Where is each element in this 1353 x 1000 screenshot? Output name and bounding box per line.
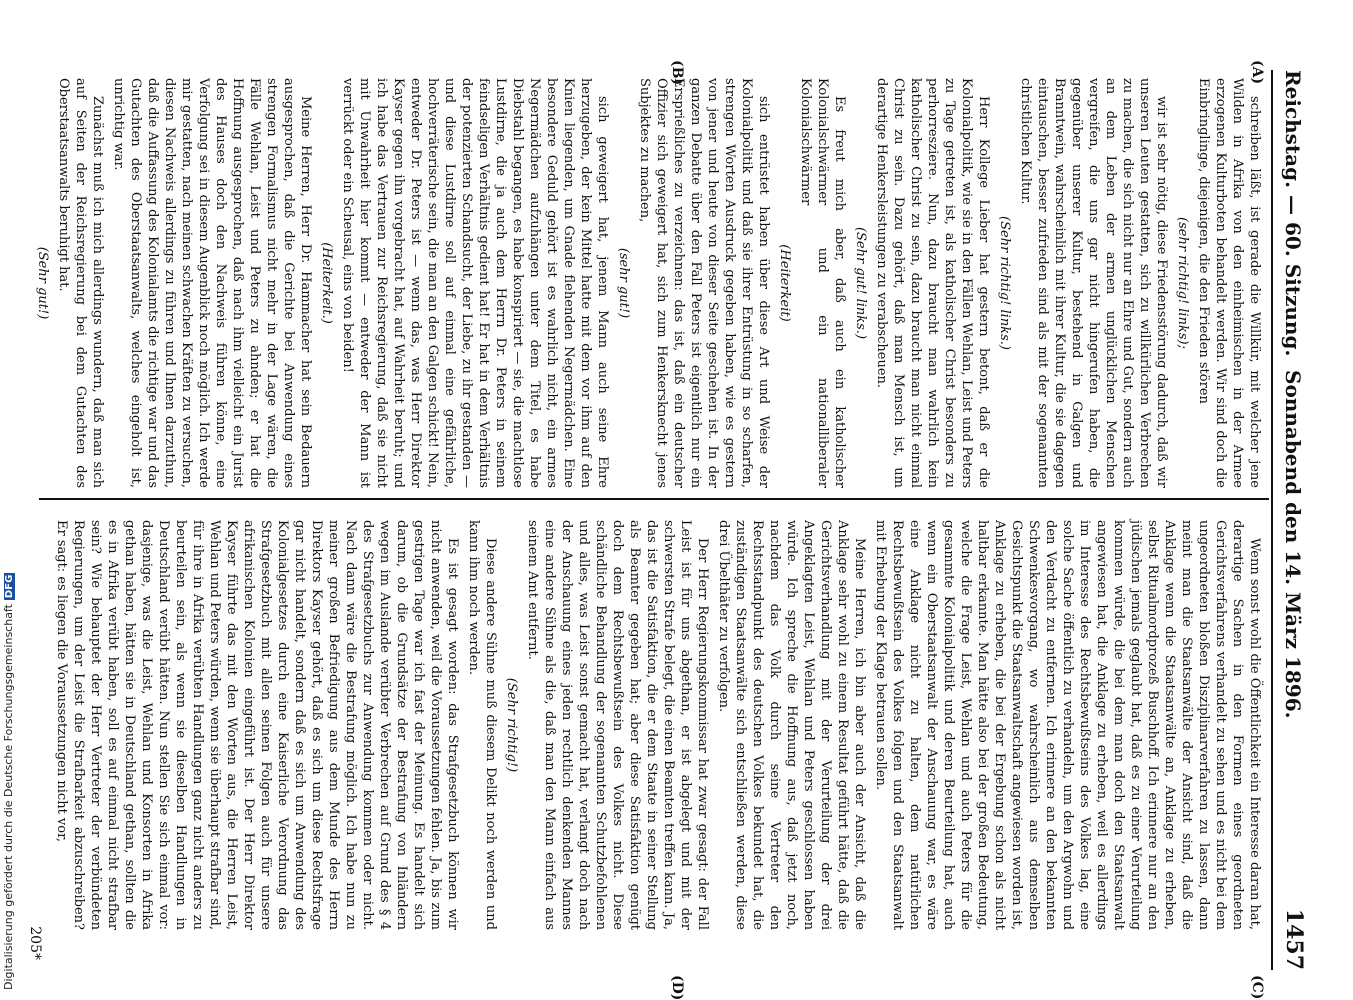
left-column	[30, 78, 1263, 488]
paragraph: schreiben läßt, ist gerade die Willkür, mit welcher jene Wilden in Afrika von den einheimischen in der Armee erzogenen Kulturboten behandelt werden. Wir sind doch die Einbringlinge, diejenigen, die den Frieden stören	[1196, 78, 1262, 488]
paragraph: Zunächst muß ich mich allerdings wundern, daß man sich auf Seiten der Reichsregierung bei dem Gutachten des Oberstaatsanwalts beruhigt hat.	[56, 78, 105, 488]
paragraph: Diese andere Sühne muß diesem Delikt noch werden und kann ihm noch werden.	[466, 520, 498, 930]
source-note-text: Digitalisierung gefördert durch die Deutsche Forschungsgemeinschaft	[2, 604, 15, 990]
paragraph: (sehr gut!)	[616, 247, 631, 319]
paragraph: Herr Kollege Lieber hat gestern betont, daß er die Kolonialpolitik, wie sie in den Fällen Wehlan, Leist und Peters zu Tage getreten ist, als katholischer Christ besonders zu perhorresziere. Nun, dazu braucht man wahrlich kein katholischer Christ zu sein, dazu braucht man nicht einmal Christ zu sein. Dazu gehört, daß man Mensch ist, um derartige Henkersleistungen zu verabscheuen.	[874, 78, 991, 488]
paragraph: (Heiterkeit.)	[319, 242, 334, 324]
paragraph: (Heiterkeit)	[777, 244, 792, 322]
right-column	[49, 520, 1263, 930]
paragraph: (Sehr richtig!)	[504, 677, 519, 773]
paragraph: (Sehr gut! links.)	[853, 226, 868, 340]
header-title: Reichstag. — 60. Sitzung.	[1281, 70, 1305, 357]
dfg-logo: DFG	[4, 574, 15, 599]
margin-marker-a: (A)	[1249, 60, 1265, 85]
paragraph: sich geweigert hat, jenem Mann auch seine Ehre herzugeben, der kein Mittel hatte mit dem vor ihm auf den Knien liegenden, um Gnade flehenden Negermädchen. Eine besondere Geduld gehört ist es wahrlich nicht, ein armes Negermädchen aufzuhängen unter dem Titel, es habe Diebstahl begangen, es habe konspiriert — sie, die machtlose Lustdirne, die ja auch dem Herrn Dr. Peters in seinem feindseligen Verhältnis gedient hat! Er hat in dem Verhältnis der potenzierten Schandsucht, der Liebe, zu ihr gestanden — und diese Lustdirne soll auf einmal eine gefährliche, hochverräterische sein, die man an den Galgen schickt! Nein, entweder Dr. Peters ist — wenn das, was Herr Direktor Kayser gegen ihn vorgebracht hat, auf Wahrheit beruht; und ich habe das Vertrauen zur Reichsregierung, daß sie nicht mit Unwahrheit hier kommt — entweder der Mann ist verrückt oder ein Scheusal, eins von beiden!	[340, 78, 610, 488]
margin-marker-c: (C)	[1249, 975, 1265, 1000]
source-sidebar	[0, 0, 18, 1000]
paragraph: Es freut mich aber, daß auch ein katholischer Kolonialschwärmer und ein nationalliberaler Kolonialschwärmer	[798, 78, 847, 488]
header-rule	[1271, 70, 1273, 970]
margin-marker-d: (D)	[669, 975, 685, 1000]
paragraph: (sehr richtig! links);	[1175, 217, 1190, 349]
paragraph: sich entrüstet haben über diese Art und Weise der Kolonialpolitik und daß sie ihrer Entrüstung in so scharfen, strengen Worten Ausdruck gegeben haben, wie es gestern von jener und heute von dieser Seite geschehen ist. In der ganzen Debatte über den Fall Peters ist eigentlich nur ein Ersprießliches zu verzeichnen: das ist, daß ein deutscher Offizier sich geweigert hat, sich zum Henkersknecht jenes Subjektes zu machen,	[637, 78, 771, 488]
paragraph: (Sehr richtig! links.)	[997, 216, 1012, 350]
paragraph: (Sehr gut!)	[35, 246, 50, 320]
column-divider	[39, 498, 1269, 500]
paragraph: Es ist gesagt worden: das Strafgesetzbuch können wir nicht anwenden, weil die Voraussetzungen fehlen. Ja, bis zum gestrigen Tage war ich fast der Meinung. Es handelt sich darum, ob die Grundsätze der Bestrafung von Inländern wegen im Auslande verübter Verbrechen auf Grund des § 4 des Strafgesetzbuchs zur Anwendung kommen oder nicht. Nach dann wäre die Bestrafung möglich. Ich habe nun zu meiner großen Befriedigung aus dem Munde des Herrn Direktors Kayser gehört, daß es sich um diese Rechtsfrage gar nicht handelt, sondern daß es sich um Anwendung des Kolonialgesetzes durch eine Kaiserliche Verordnung das Strafgesetzbuch mit allen seinen Folgen auch für unsere afrikanischen Kolonien eingeführt ist. Der Herr Direktor Kayser führte das mit den Worten aus, die Herren Leist, Wehlan und Peters würden, wenn sie überhaupt strafbar sind, für ihre in Afrika verübten Handlungen ganz nicht anders zu beurteilen sein, als wenn sie dieselben Handlungen in Deutschland verübt hätten. Nun stellen Sie sich einmal vor: dasjenige, was die Leist, Wehlan und Konsorten in Afrika gethan haben, hätten sie in Deutschland gethan, sollten die es in Afrika verübt haben, soll es auf einmal nicht strafbar sein? Wie behauptet der Herr Vertreter der verbündeten Regierungen, um der Leist die Strafbarkeit abzuschreiben? Er sagt: es liegen die Voraussetzungen nicht vor,	[54, 520, 460, 931]
source-note	[2, 573, 15, 990]
sheet-number: 205*	[27, 926, 43, 960]
paragraph: Meine Herren, Herr Dr. Hammacher hat sein Bedauern ausgesprochen, daß die Gerichte bei Anwendung eines strengen Formalismus nicht mehr in der Lage wären, die Fälle Wehlan, Leist und Peters zu ahnden; er hat die Hoffnung ausgesprochen, daß nach ihm vielleicht ein Jurist des Hauses doch den Nachweis führen könne, eine Verfolgung sei in diesem Augenblick noch möglich. Ich werde mir gestatten, nach meinen schwachen Kräften zu versuchen, diesen Nachweis allerdings zu führen und Ihnen darzuthun, daß die Auffassung des Kolonialamts die richtige war und das Gutachten des Oberstaatsanwalts, welches eingeholt ist, unrichtig war.	[111, 78, 313, 488]
margin-marker-b: (B)	[669, 60, 685, 86]
page-number: 1457	[1281, 908, 1307, 970]
paragraph: wir ist sehr nötig, diese Friedensstörung dadurch, daß wir unseren Leuten gestatten, sich zu willkürlichen Verbrechen zu machen, die sich nicht nur an Ehre und Gut, sondern auch an dem Leben der armen unglücklichen Menschen vergreifen, die uns gar nicht hingerufen haben, die gegenüber unserer Kultur, bestehend in Galgen und Branntwein, wahrscheinlich mit ihrer Kultur, die sie dagegen eintauschen, besser zufrieden sind als mit der sogenannten christlichen Kultur.	[1018, 78, 1169, 488]
paragraph: Meine Herren, ich bin aber auch der Ansicht, daß die Anklage sehr wohl zu einem Resultat geführt hätte, daß die Gerichtsverhandlung mit der Verurteilung der drei Angeklagten Leist, Wehlan und Peters geschlossen haben würde. Ich spreche die Hoffnung aus, daß jetzt noch, nachdem das Volk durch seine Vertreter den Rechtsstandpunkt des deutschen Volkes bekundet hat, die zuständigen Staatsanwälte sich entschließen werden, diese drei Übelthäter zu verfolgen.	[716, 520, 867, 930]
paragraph: Der Herr Regierungskommissar hat zwar gesagt: der Fall Leist ist für uns abgethan, er ist abgelegt und mit der schwersten Strafe belegt, die einen Beamten treffen kann. Ja, das ist die Satisfaktion, die er dem Staate in seiner Stellung als Beamter gegeben hat; aber diese Satisfaktion genügt doch dem Rechtsbewußtsein des Volkes nicht. Diese schändliche Behandlung der sogenannten Schutzbefohlenen und alles, was Leist sonst gemacht hat, verlangt doch nach der Anschauung eines jeden rechtlich denkenden Mannes eine andere Sühne als die, daß man den Mann einfach aus seinem Amt entfernt.	[525, 520, 710, 930]
paragraph: Wenn sonst wohl die Öffentlichkeit ein Interesse daran hat, derartige Sachen in den Formen eines geordneten Gerichtsverfahrens verhandelt zu sehen und es nicht bei dem ungeordneten bloßen Disziplinarverfahren zu lassen, dann meint man die Staatsanwälte der Ansicht sind, daß die Anklage wenn die Staatsanwälte an, Anklage zu erheben, selbst Ritualmordprozeß Buschhoff. Ich erinnere nur an den jüdischen jemals geglaubt hat, daß es zu einer Verurteilung kommen würde, die bei dem man doch den Staatsanwalt angewiesen hat, die Anklage zu erheben, weil es allerdings im Interesse des Rechtsbewußtseins des Volkes lag, eine solche Sache öffentlich zu verhandeln, um den Argwohn und den Verdacht zu entfernen. Ich erinnere an den bekannten Schwenkesvorgang, wo wahrscheinlich aus demselben Gesichtspunkt die Staatsanwaltschaft angewiesen worden ist, Anklage zu erheben, die bei der Ergebung schon als nicht haltbar erkannte. Man hätte also bei der großen Bedeutung, welche die Frage Leist, Wehlan und auch Peters für die gesammte Kolonialpolitik und deren Beurteilung hat, auch wenn ein Oberstaatsanwalt der Anschauung war, es wäre eine Anklage nicht zu halten, dem natürlichen Rechtsbewußtsein des Volkes folgen und den Staatsanwalt mit Erhebung der Klage betrauen sollen.	[873, 520, 1262, 930]
header-date: Sonnabend den 14. März 1896.	[1281, 370, 1305, 719]
page-header	[1277, 70, 1311, 970]
